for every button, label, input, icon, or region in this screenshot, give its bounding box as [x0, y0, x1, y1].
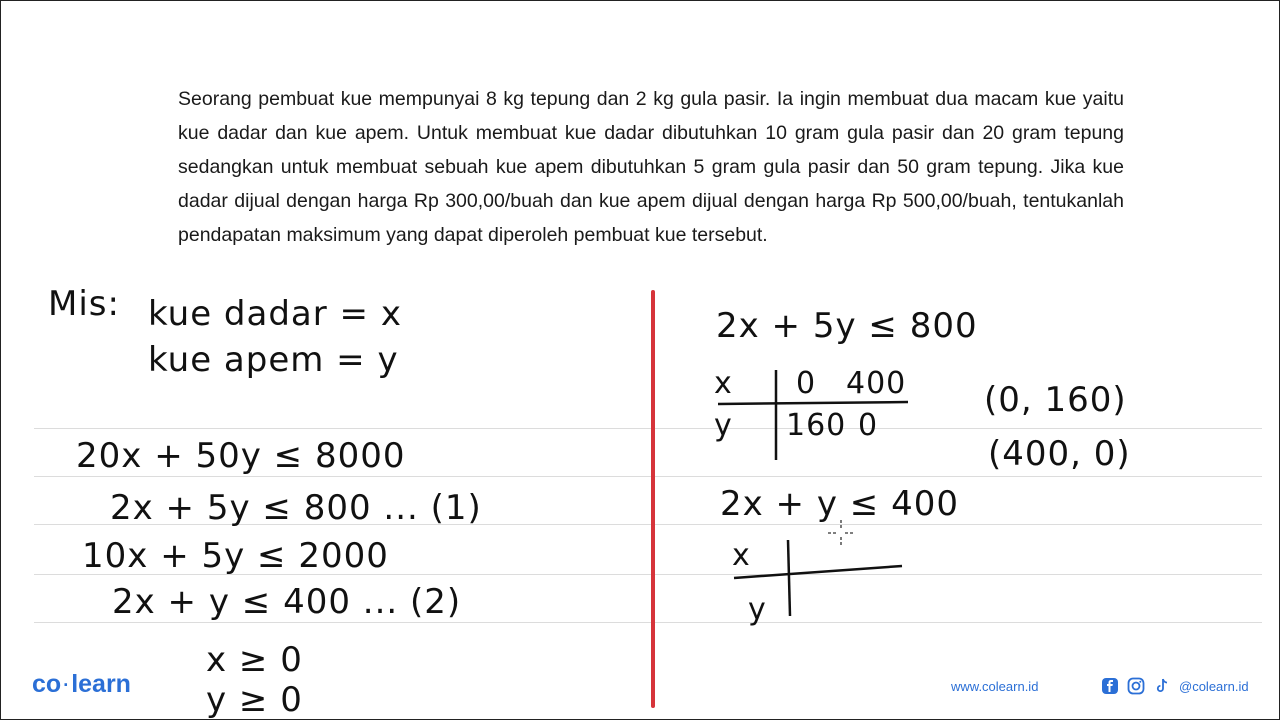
column-divider [651, 290, 655, 708]
logo-left: co [32, 670, 62, 698]
facebook-icon[interactable] [1101, 677, 1119, 695]
point-2: (400, 0) [988, 434, 1131, 474]
tiktok-icon[interactable] [1153, 677, 1171, 695]
colearn-logo [32, 670, 131, 699]
table1-y-label: y [714, 408, 733, 443]
table2-x-label: x [732, 538, 751, 573]
value-table-1 [712, 366, 912, 462]
logo-right: learn [71, 670, 131, 698]
social-handle[interactable]: @colearn.id [1179, 679, 1249, 694]
nonneg-x: x ≥ 0 [206, 640, 303, 680]
logo-dot: · [63, 674, 70, 695]
ruled-line [34, 622, 1262, 623]
equation-1: 2x + 5y ≤ 800 [716, 306, 978, 346]
definition-y: kue apem = y [148, 340, 399, 380]
table1-x-label: x [714, 366, 733, 401]
instagram-icon[interactable] [1127, 677, 1145, 695]
nonneg-y: y ≥ 0 [206, 680, 303, 720]
crosshair-cursor-icon [828, 520, 854, 546]
equation-2: 2x + y ≤ 400 [720, 484, 959, 524]
ruled-line [34, 476, 1262, 477]
website-link[interactable]: www.colearn.id [951, 679, 1039, 694]
inequality-2: 2x + y ≤ 400 ... (2) [112, 582, 462, 622]
inequality-b: 10x + 5y ≤ 2000 [82, 536, 389, 576]
table1-x-val-1: 400 [846, 366, 907, 401]
value-table-2 [730, 536, 910, 642]
inequality-1: 2x + 5y ≤ 800 ... (1) [110, 488, 482, 528]
table1-x-val-0: 0 [796, 366, 817, 401]
table1-y-val-1: 0 [858, 408, 879, 443]
table2-y-label: y [748, 592, 767, 627]
inequality-a: 20x + 50y ≤ 8000 [76, 436, 406, 476]
definition-x: kue dadar = x [148, 294, 402, 334]
table1-y-val-0: 160 [786, 408, 847, 443]
ruled-line [34, 428, 1262, 429]
mis-label: Mis: [48, 284, 120, 324]
point-1: (0, 160) [984, 380, 1127, 420]
problem-statement: Seorang pembuat kue mempunyai 8 kg tepung dan 2 kg gula pasir. Ia ingin membuat dua macam kue yaitu kue dadar dan kue apem. Untuk membuat kue dadar dibutuhkan 10 gram gula pasir dan 20 gram tepung sedangkan untuk membuat sebuah kue apem dibutuhkan 5 gram gula pasir dan 50 gram tepung. Jika kue dadar dijual dengan harga Rp 300,00/buah dan kue apem dijual dengan harga Rp 500,00/buah, tentukanlah pendapatan maksimum yang dapat diperoleh pembuat kue tersebut. [178, 88, 1124, 246]
